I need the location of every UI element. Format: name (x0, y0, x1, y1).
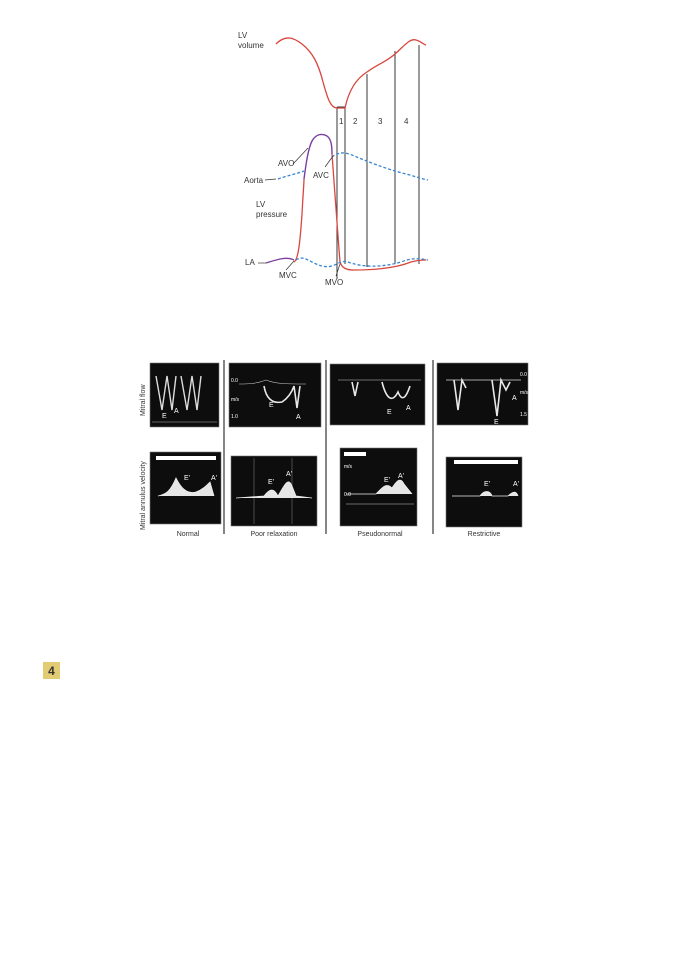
doppler-figure (136, 358, 534, 542)
mitral-flow-normal-a-label: A (174, 408, 179, 415)
phase-label-3: 3 (378, 117, 383, 126)
annulus-pseudo-header-bar (344, 452, 366, 456)
aorta-curve (278, 153, 428, 180)
phase-label-4: 4 (404, 117, 409, 126)
mvc-label: MVC (279, 271, 297, 280)
mitral-flow-poor-frame (229, 363, 321, 427)
mitral-flow-pseudo-frame (330, 364, 425, 425)
annulus-pseudo-scale-0: 0.0 (344, 492, 351, 498)
mvo-label: MVO (325, 278, 344, 287)
mitral-flow-restrictive-a-label: A (512, 395, 517, 402)
mitral-flow-restrictive-e-label: E (494, 419, 499, 426)
lv-volume-label-1: LV (238, 31, 248, 40)
column-label-pseudonormal: Pseudonormal (357, 531, 403, 538)
phase-label-2: 2 (353, 117, 358, 126)
aorta-pointer (265, 179, 276, 180)
mitral-flow-restrictive-scale-0: 0.0 (520, 372, 527, 378)
avo-pointer (293, 148, 308, 164)
mitral-flow-restrictive-scale-1: 1.5 (520, 412, 527, 418)
lv-volume-curve (276, 38, 426, 108)
mitral-flow-restrictive-scale-unit: m/s (520, 390, 529, 396)
annulus-restrictive-panel (446, 457, 522, 527)
row-label-annulus-velocity: Mitral annulus velocity (140, 461, 147, 530)
page-number-badge: 4 (43, 662, 60, 679)
annulus-pseudo-a-prime-label: A' (398, 473, 405, 480)
mitral-flow-poor-a-label: A (296, 414, 301, 421)
mitral-flow-normal-e-label: E (162, 413, 167, 420)
annulus-poor-a-prime-label: A' (286, 471, 293, 478)
annulus-normal-a-prime-label: A' (211, 475, 218, 482)
mitral-flow-pseudo-panel (330, 364, 425, 425)
lv-pressure-label-2: pressure (256, 210, 288, 219)
phase-label-1: 1 (339, 117, 344, 126)
lv-volume-label-2: volume (238, 41, 264, 50)
mitral-flow-poor-scale-0: 0.0 (231, 378, 238, 384)
annulus-poor-panel (231, 456, 317, 526)
annulus-poor-e-prime-label: E' (268, 479, 275, 486)
mitral-flow-normal-panel (150, 363, 219, 427)
la-left-segment (266, 258, 294, 263)
column-label-poor-relaxation: Poor relaxation (250, 531, 298, 538)
mitral-flow-poor-panel (229, 363, 321, 427)
la-curve (296, 258, 428, 267)
mitral-flow-pseudo-e-label: E (387, 409, 392, 416)
mitral-flow-poor-scale-1: 1.0 (231, 414, 238, 420)
column-label-restrictive: Restrictive (467, 531, 501, 538)
annulus-pseudo-panel (340, 448, 417, 526)
phase-guide-lines (337, 45, 419, 279)
annulus-normal-header-bar (156, 456, 216, 460)
mitral-flow-poor-scale-unit: m/s (231, 397, 240, 403)
doppler-figure-svg (136, 358, 534, 542)
annulus-normal-e-prime-label: E' (184, 475, 191, 482)
mvc-pointer (286, 261, 294, 270)
avo-label: AVO (278, 159, 295, 168)
avc-pointer (325, 156, 333, 167)
row-label-mitral-flow: Mitral flow (140, 384, 147, 416)
annulus-restrictive-e-prime-label: E' (484, 481, 491, 488)
lv-pressure-label-1: LV (256, 200, 266, 209)
mitral-flow-poor-e-label: E (269, 402, 274, 409)
annulus-normal-panel (150, 452, 221, 524)
column-label-normal: Normal (176, 531, 200, 538)
mitral-flow-restrictive-panel (437, 363, 529, 426)
cardiac-cycle-svg (236, 24, 436, 288)
annulus-pseudo-scale-unit: m/s (344, 464, 353, 470)
cardiac-cycle-diagram (236, 24, 436, 288)
annulus-pseudo-e-prime-label: E' (384, 477, 391, 484)
annulus-restrictive-a-prime-label: A' (513, 481, 520, 488)
mitral-flow-pseudo-a-label: A (406, 405, 411, 412)
la-label: LA (245, 258, 255, 267)
aorta-label: Aorta (244, 176, 264, 185)
avc-label: AVC (313, 171, 329, 180)
mitral-flow-restrictive-frame (437, 363, 528, 425)
annulus-restrictive-header-bar (454, 460, 518, 464)
